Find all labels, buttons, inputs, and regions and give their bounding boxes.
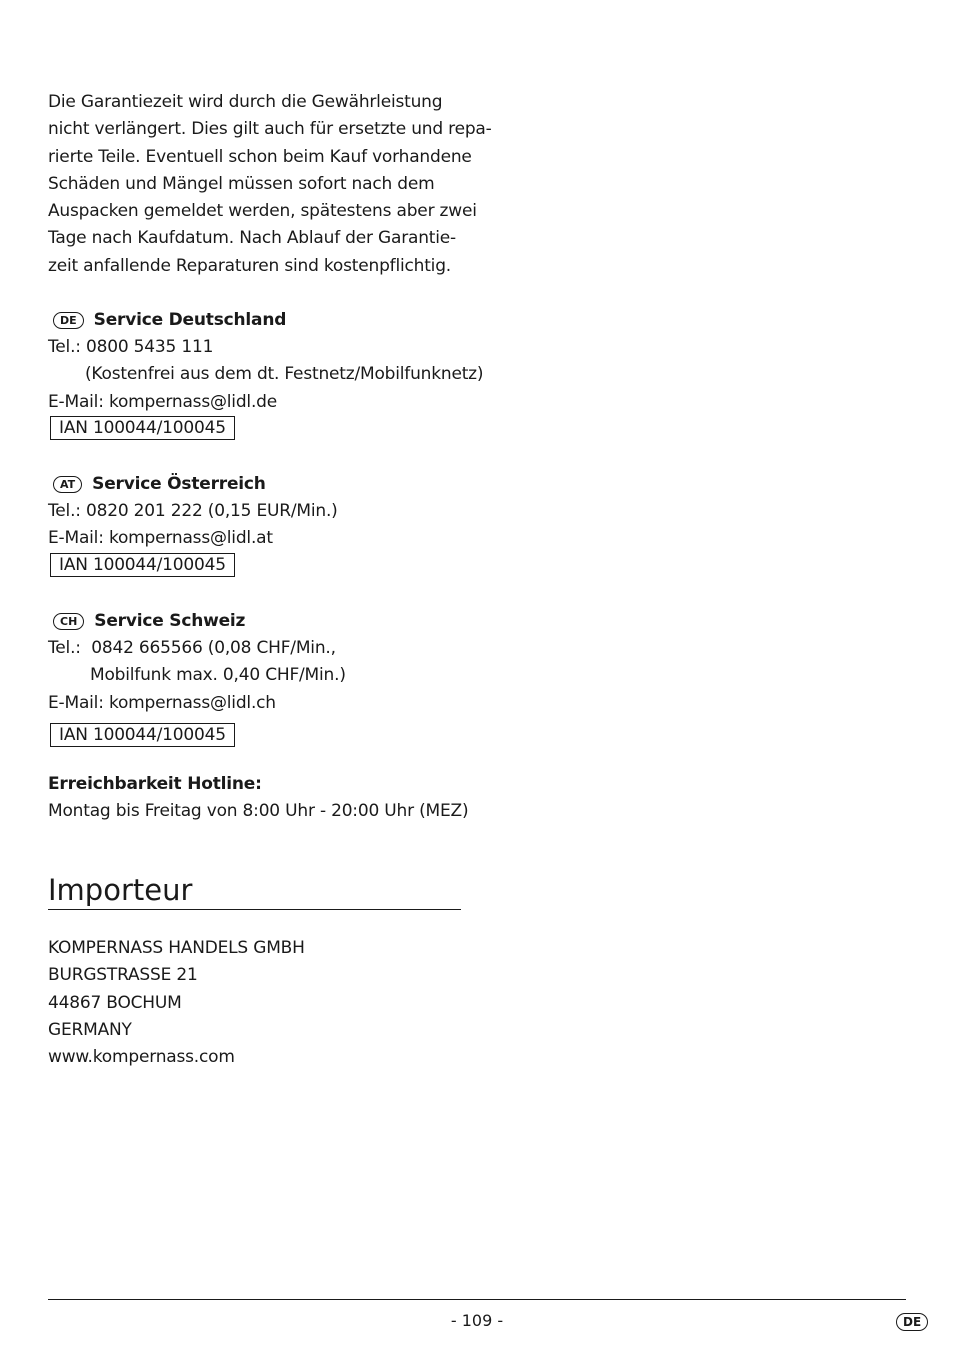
service-austria-tel: Tel.: 0820 201 222 (0,15 EUR/Min.) [48, 501, 338, 521]
service-switzerland-ian-box: IAN 100044/100045 [50, 723, 235, 747]
service-switzerland-tel: Tel.: 0842 665566 (0,08 CHF/Min., [48, 638, 336, 658]
service-austria-title: Service Österreich [92, 474, 266, 494]
country-badge-ch: CH [53, 613, 84, 630]
hotline-hours: Montag bis Freitag von 8:00 Uhr - 20:00 Uhr (MEZ) [48, 801, 469, 822]
service-switzerland-heading [48, 608, 461, 635]
service-germany-block [48, 307, 484, 440]
hotline-block [48, 771, 469, 826]
warranty-paragraph [48, 89, 492, 280]
service-germany-tel: Tel.: 0800 5435 111 [48, 337, 214, 357]
service-switzerland-tel-note: Mobilfunk max. 0,40 CHF/Min.) [90, 665, 346, 686]
service-switzerland-email: E-Mail: kompernass@lidl.ch [48, 692, 276, 713]
footer-divider [48, 1299, 906, 1300]
service-switzerland-block [48, 608, 461, 747]
warranty-line: nicht verlängert. Dies gilt auch für ersetzte und repa- [48, 119, 492, 140]
importeur-heading: Importeur [48, 872, 461, 910]
warranty-line: Schäden und Mängel müssen sofort nach dem [48, 173, 435, 194]
country-badge-de: DE [53, 312, 84, 329]
importeur-address [48, 935, 461, 1071]
service-germany-title: Service Deutschland [93, 310, 287, 330]
address-line: 44867 BOCHUM [48, 992, 182, 1013]
service-germany-tel-note: (Kostenfrei aus dem dt. Festnetz/Mobilfunknetz) [85, 364, 484, 385]
address-line: GERMANY [48, 1019, 132, 1040]
service-germany-email: E-Mail: kompernass@lidl.de [48, 391, 277, 412]
service-austria-heading [48, 471, 461, 498]
service-austria-ian-box: IAN 100044/100045 [50, 553, 235, 577]
address-line: KOMPERNASS HANDELS GMBH [48, 938, 305, 958]
warranty-line: Die Garantiezeit wird durch die Gewährleistung [48, 92, 443, 112]
footer-language-badge: DE [896, 1313, 928, 1331]
service-germany-ian-box: IAN 100044/100045 [50, 416, 235, 440]
warranty-line: zeit anfallende Reparaturen sind kostenpflichtig. [48, 255, 451, 276]
service-switzerland-title: Service Schweiz [94, 611, 246, 631]
service-austria-email: E-Mail: kompernass@lidl.at [48, 528, 273, 549]
warranty-line: rierte Teile. Eventuell schon beim Kauf vorhandene [48, 146, 472, 167]
warranty-line: Tage nach Kaufdatum. Nach Ablauf der Garantie- [48, 228, 456, 249]
address-line: BURGSTRASSE 21 [48, 965, 198, 986]
service-austria-block [48, 471, 461, 577]
website-text: www.kompernass.com [48, 1047, 235, 1068]
page-number: - 109 - [450, 1311, 504, 1330]
warranty-line: Auspacken gemeldet werden, spätestens aber zwei [48, 201, 477, 222]
country-badge-at: AT [53, 476, 82, 493]
hotline-title: Erreichbarkeit Hotline: [48, 774, 262, 794]
service-germany-heading [48, 307, 461, 334]
